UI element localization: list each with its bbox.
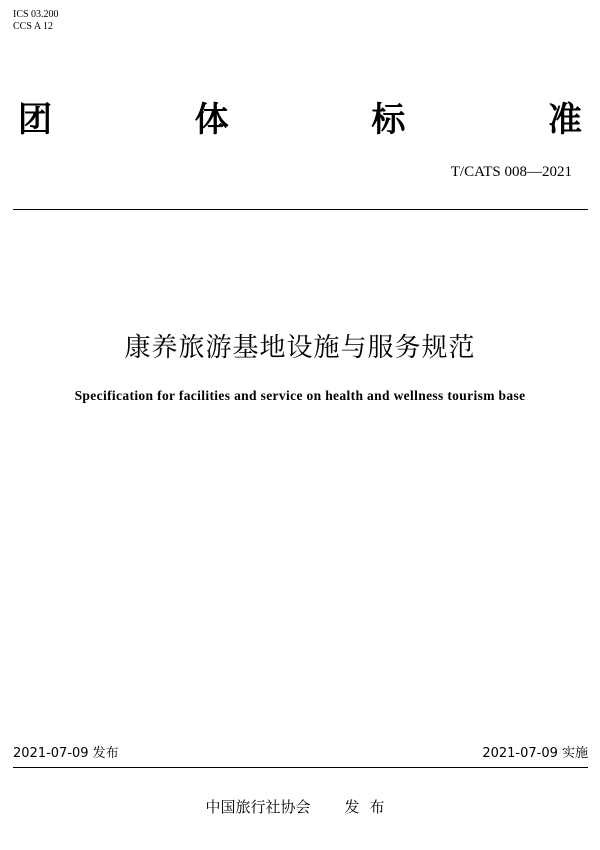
release-date: 2021-07-09 发布 [13, 746, 119, 761]
standard-type-char: 体 [194, 100, 229, 140]
publisher-name: 中国旅行社协会 [205, 798, 311, 816]
top-divider [13, 209, 588, 210]
document-title-chinese: 康养旅游基地设施与服务规范 [124, 333, 476, 363]
standard-type-heading [18, 98, 582, 142]
implementation-date: 2021-07-09 实施 [482, 746, 588, 761]
ccs-code: CCS A 12 [13, 21, 54, 32]
standard-type-char: 标 [371, 100, 406, 140]
standard-type-char: 团 [18, 100, 52, 140]
standard-type-char: 准 [547, 100, 582, 140]
publish-action: 发布 [344, 798, 395, 816]
ics-code: ICS 03.200 [13, 9, 59, 20]
standard-number: T/CATS 008—2021 [450, 164, 572, 180]
document-title-english: Specification for facilities and service on health and wellness tourism base [74, 388, 526, 403]
classification-codes [13, 9, 59, 33]
publisher-line [0, 797, 600, 817]
bottom-divider [13, 767, 588, 768]
